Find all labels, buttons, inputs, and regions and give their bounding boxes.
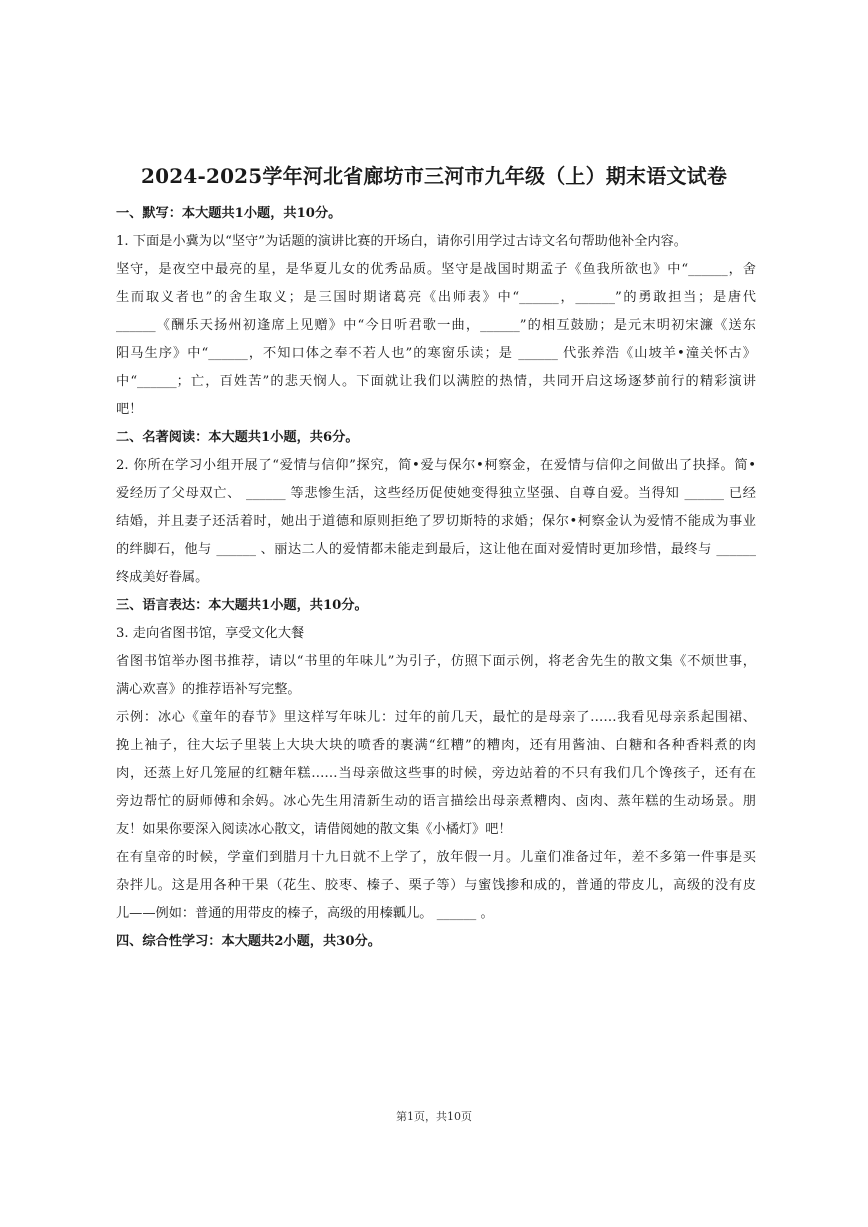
example-line: 旁边帮忙的厨师傅和余妈。冰心先生用清新生动的语言描绘出母亲煮糟肉、卤肉、蒸年糕的生动场景。朋 [116,794,756,809]
passage-line: 在有皇帝的时候，学童们到腊月十九日就不上学了，放年假一月。儿童们准备过年，差不多第一件事是买 [116,850,756,865]
question-3-prompt: 3. 走向省图书馆，享受文化大餐 [116,626,305,641]
page-title: 2024-2025学年河北省廊坊市三河市九年级（上）期末语文试卷 [140,164,728,188]
section-heading-2: 二、名著阅读：本大题共1小题，共6分。 [116,430,359,445]
paragraph-line: 省图书馆举办图书推荐，请以“书里的年味儿”为引子，仿照下面示例，将老舍先生的散文集《不烦世事， [116,654,756,669]
paragraph-line: 的绊脚石，他与 ______ 、丽达二人的爱情都未能走到最后，这让他在面对爱情时更加珍惜，最终与 ______ [116,542,756,557]
paragraph-line: 终成美好眷属。 [116,570,209,585]
exam-content [116,200,756,956]
paragraph-line: 生而取义者也”的舍生取义；是三国时期诸葛亮《出师表》中“______，______”的勇敢担当；是唐代 [116,290,756,305]
paragraph-line: 中“______；亡，百姓苦”的悲天悯人。下面就让我们以满腔的热情，共同开启这场逐梦前行的精彩演讲 [116,374,756,389]
paragraph-line: 坚守，是夜空中最亮的星，是华夏儿女的优秀品质。坚守是战国时期孟子《鱼我所欲也》中“______，舍 [116,262,756,277]
example-line: 友！如果你要深入阅读冰心散文，请借阅她的散文集《小橘灯》吧！ [116,822,512,837]
passage-line: 杂拌儿。这是用各种干果（花生、胶枣、榛子、栗子等）与蜜饯掺和成的，普通的带皮儿，高级的没有皮 [116,878,756,893]
paragraph-line: 结婚，并且妻子还活着时，她出于道德和原则拒绝了罗切斯特的求婚；保尔•柯察金认为爱情不能成为事业 [116,514,756,529]
paragraph-line: 满心欢喜》的推荐语补写完整。 [116,682,301,697]
section-heading-1: 一、默写：本大题共1小题，共10分。 [116,206,342,221]
question-2-prompt: 2. 你所在学习小组开展了“爱情与信仰”探究，简•爱与保尔•柯察金，在爱情与信仰之间做出了抉择。简• [116,458,756,473]
paragraph-line: 阳马生序》中“______，不知口体之奉不若人也”的寒窗乐读；是 ______ 代张养浩《山坡羊•潼关怀古》 [116,346,756,361]
paragraph-line: 吧！ [116,402,143,417]
example-line: 肉，还蒸上好几笼屉的红糖年糕……当母亲做这些事的时候，旁边站着的不只有我们几个馋孩子，还有在 [116,766,756,781]
passage-line: 儿——例如：普通的用带皮的榛子，高级的用榛瓤儿。 ______ 。 [116,906,494,921]
example-line: 示例：冰心《童年的春节》里这样写年味儿：过年的前几天，最忙的是母亲了……我看见母亲系起围裙、 [116,710,756,725]
question-1-prompt: 1. 下面是小冀为以“坚守”为话题的演讲比赛的开场白，请你引用学过古诗文名句帮助他补全内容。 [116,234,687,249]
paragraph-line: 爱经历了父母双亡、 ______ 等悲惨生活，这些经历促使她变得独立坚强、自尊自爱。当得知 ______ 已经 [116,486,756,501]
paragraph-line: ______《酬乐天扬州初逢席上见赠》中“今日听君歌一曲，______”的相互鼓励；是元末明初宋濂《送东 [116,318,756,333]
example-line: 挽上袖子，往大坛子里装上大块大块的喷香的裹满“红糟”的糟肉，还有用酱油、白糖和各种香料煮的肉 [116,738,756,753]
page-footer: 第1页，共10页 [396,1110,472,1123]
section-heading-3: 三、语言表达：本大题共1小题，共10分。 [116,598,368,613]
section-heading-4: 四、综合性学习：本大题共2小题，共30分。 [116,934,381,949]
